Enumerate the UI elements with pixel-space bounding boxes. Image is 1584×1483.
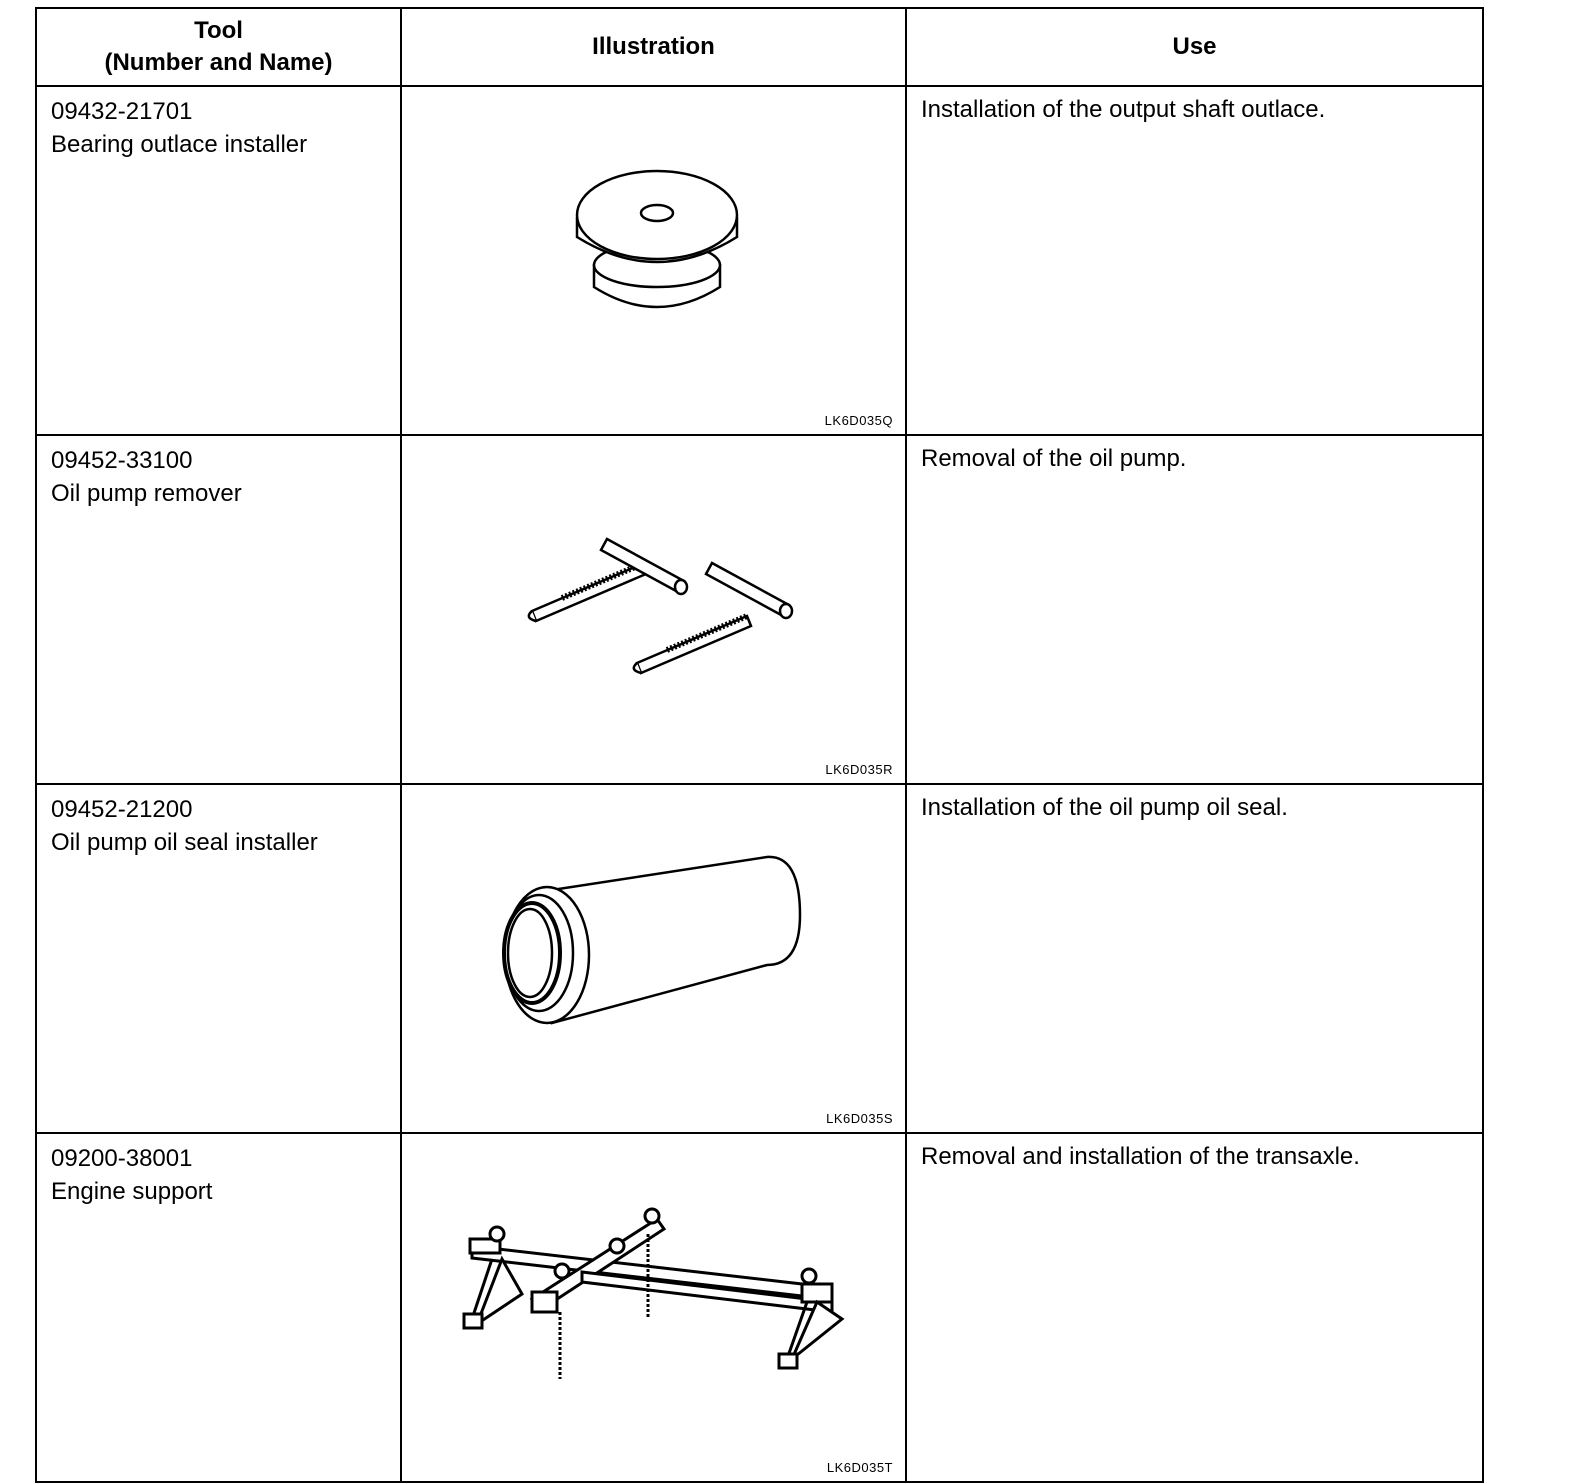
figure-code: LK6D035R — [825, 762, 893, 777]
table-row — [36, 1133, 1483, 1482]
header-tool-line1: Tool — [194, 17, 243, 44]
illustration-cell — [401, 435, 906, 784]
tool-number: 09452-33100 — [51, 447, 193, 474]
figure-code: LK6D035S — [826, 1111, 893, 1126]
tool-name: Bearing outlace installer — [51, 131, 308, 158]
illustration-cell — [401, 784, 906, 1133]
tool-cell — [36, 784, 401, 1133]
engine-support-illustration — [402, 1134, 907, 1465]
tool-cell — [36, 1133, 401, 1482]
header-tool — [36, 8, 401, 86]
tool-cell — [36, 435, 401, 784]
header-use: Use — [906, 8, 1483, 86]
oil-pump-remover-illustration — [402, 436, 907, 767]
tool-number: 09452-21200 — [51, 796, 193, 823]
table-row — [36, 784, 1483, 1133]
tool-name: Oil pump oil seal installer — [51, 829, 318, 856]
bearing-installer-illustration — [402, 87, 907, 418]
illustration-cell — [401, 1133, 906, 1482]
table-row — [36, 435, 1483, 784]
header-illustration: Illustration — [401, 8, 906, 86]
use-cell: Installation of the oil pump oil seal. — [906, 784, 1483, 1133]
tool-name: Engine support — [51, 1178, 213, 1205]
tool-cell — [36, 86, 401, 435]
header-tool-line2: (Number and Name) — [104, 49, 333, 76]
tool-number: 09200-38001 — [51, 1145, 193, 1172]
oil-seal-installer-illustration — [402, 785, 907, 1116]
special-tools-table — [35, 7, 1484, 1483]
tool-name: Oil pump remover — [51, 480, 242, 507]
header-row — [36, 8, 1483, 86]
use-cell: Installation of the output shaft outlace. — [906, 86, 1483, 435]
figure-code: LK6D035T — [826, 1460, 893, 1475]
figure-code: LK6D035Q — [824, 413, 893, 428]
tool-number: 09432-21701 — [51, 98, 193, 125]
illustration-cell — [401, 86, 906, 435]
use-cell: Removal of the oil pump. — [906, 435, 1483, 784]
table-row — [36, 86, 1483, 435]
use-cell: Removal and installation of the transaxle. — [906, 1133, 1483, 1482]
